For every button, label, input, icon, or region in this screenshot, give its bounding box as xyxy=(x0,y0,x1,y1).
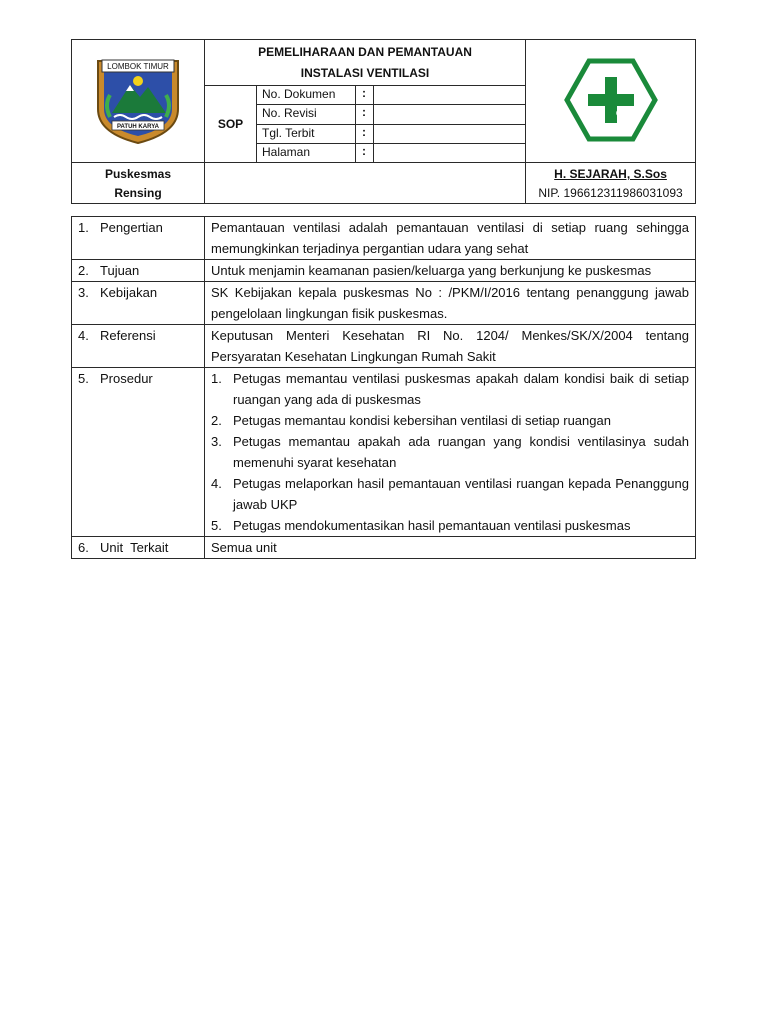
meta-label-terbit: Tgl. Terbit xyxy=(257,124,356,143)
step-number: 1. xyxy=(211,371,222,386)
procedure-list xyxy=(211,368,689,536)
step-number: 4. xyxy=(211,476,222,491)
emblem-top-text: LOMBOK TIMUR xyxy=(107,61,169,71)
left-logo-cell xyxy=(72,40,205,163)
section-text: SK Kebijakan kepala puskesmas No : /PKM/I/2016 tentang penanggung jawab pengelolaan lingkungan fisik puskesmas. xyxy=(205,282,696,325)
title-line-2: INSTALASI VENTILASI xyxy=(300,66,430,80)
meta-label-revisi: No. Revisi xyxy=(257,105,356,124)
list-item xyxy=(211,515,689,536)
org-line-2: Rensing xyxy=(114,186,162,200)
table-row xyxy=(72,217,696,260)
meta-colon: : xyxy=(356,143,374,162)
section-number: 4. xyxy=(78,328,89,343)
table-row xyxy=(72,282,696,325)
section-number: 1. xyxy=(78,220,89,235)
meta-colon: : xyxy=(356,86,374,105)
section-label xyxy=(72,260,205,282)
sop-header-table xyxy=(71,39,696,204)
section-title: Tujuan xyxy=(100,263,140,278)
meta-value-revisi xyxy=(374,105,526,124)
signer-name: H. SEJARAH, S.Sos xyxy=(554,167,667,181)
table-row xyxy=(72,368,696,537)
list-item xyxy=(211,368,689,410)
section-number: 2. xyxy=(78,263,89,278)
org-line-1: Puskesmas xyxy=(104,167,172,181)
organization-name xyxy=(72,163,205,204)
signer-nip: NIP. 196612311986031093 xyxy=(538,186,683,200)
table-row xyxy=(72,260,696,282)
blank-footer-cell xyxy=(205,163,526,204)
step-number: 5. xyxy=(211,518,222,533)
document-title xyxy=(205,40,526,86)
section-text: Keputusan Menteri Kesehatan RI No. 1204/ Menkes/SK/X/2004 tentang Persyaratan Kesehatan Lingkungan Rumah Sakit xyxy=(205,325,696,368)
step-text: Petugas memantau ventilasi puskesmas apakah dalam kondisi baik di setiap ruangan yang ada di puskesmas xyxy=(233,371,689,407)
section-label xyxy=(72,217,205,260)
step-text: Petugas memantau kondisi kebersihan ventilasi di setiap ruangan xyxy=(233,413,611,428)
procedure-steps xyxy=(205,368,696,537)
section-label xyxy=(72,537,205,559)
section-label xyxy=(72,325,205,368)
table-row xyxy=(72,325,696,368)
puskesmas-logo-icon xyxy=(563,57,659,143)
sop-content-table xyxy=(71,216,696,559)
step-number: 3. xyxy=(211,434,222,449)
title-line-1: PEMELIHARAAN DAN PEMANTAUAN xyxy=(258,45,472,59)
step-text: Petugas melaporkan hasil pemantauan ventilasi ruangan kepada Penanggung jawab UKP xyxy=(233,476,689,512)
meta-label-dokumen: No. Dokumen xyxy=(257,86,356,105)
meta-colon: : xyxy=(356,105,374,124)
right-logo-cell xyxy=(526,40,696,163)
step-text: Petugas memantau apakah ada ruangan yang kondisi ventilasinya sudah memenuhi syarat kesehatan xyxy=(233,434,689,470)
section-title: Unit Terkait xyxy=(100,540,169,555)
sop-label: SOP xyxy=(205,86,257,163)
step-number: 2. xyxy=(211,413,222,428)
list-item xyxy=(211,473,689,515)
section-text: Untuk menjamin keamanan pasien/keluarga yang berkunjung ke puskesmas xyxy=(205,260,696,282)
section-title: Pengertian xyxy=(100,220,163,235)
section-title: Referensi xyxy=(100,328,156,343)
list-item xyxy=(211,410,689,431)
section-title: Kebijakan xyxy=(100,285,158,300)
meta-label-halaman: Halaman xyxy=(257,143,356,162)
section-number: 5. xyxy=(78,371,89,386)
step-text: Petugas mendokumentasikan hasil pemantauan ventilasi puskesmas xyxy=(233,518,631,533)
meta-value-halaman xyxy=(374,143,526,162)
section-text: Semua unit xyxy=(205,537,696,559)
meta-value-dokumen xyxy=(374,86,526,105)
section-title: Prosedur xyxy=(100,371,153,386)
table-row xyxy=(72,537,696,559)
section-text: Pemantauan ventilasi adalah pemantauan ventilasi di setiap ruang sehingga memungkinkan terjadinya pergantian udara yang sehat xyxy=(205,217,696,260)
section-number: 3. xyxy=(78,285,89,300)
list-item xyxy=(211,431,689,473)
meta-value-terbit xyxy=(374,124,526,143)
section-label xyxy=(72,368,205,537)
section-number: 6. xyxy=(78,540,89,555)
lombok-timur-emblem-icon xyxy=(90,55,186,145)
emblem-motto-text: PATUH KARYA xyxy=(116,123,160,130)
meta-colon: : xyxy=(356,124,374,143)
section-label xyxy=(72,282,205,325)
signature-block xyxy=(526,163,696,204)
